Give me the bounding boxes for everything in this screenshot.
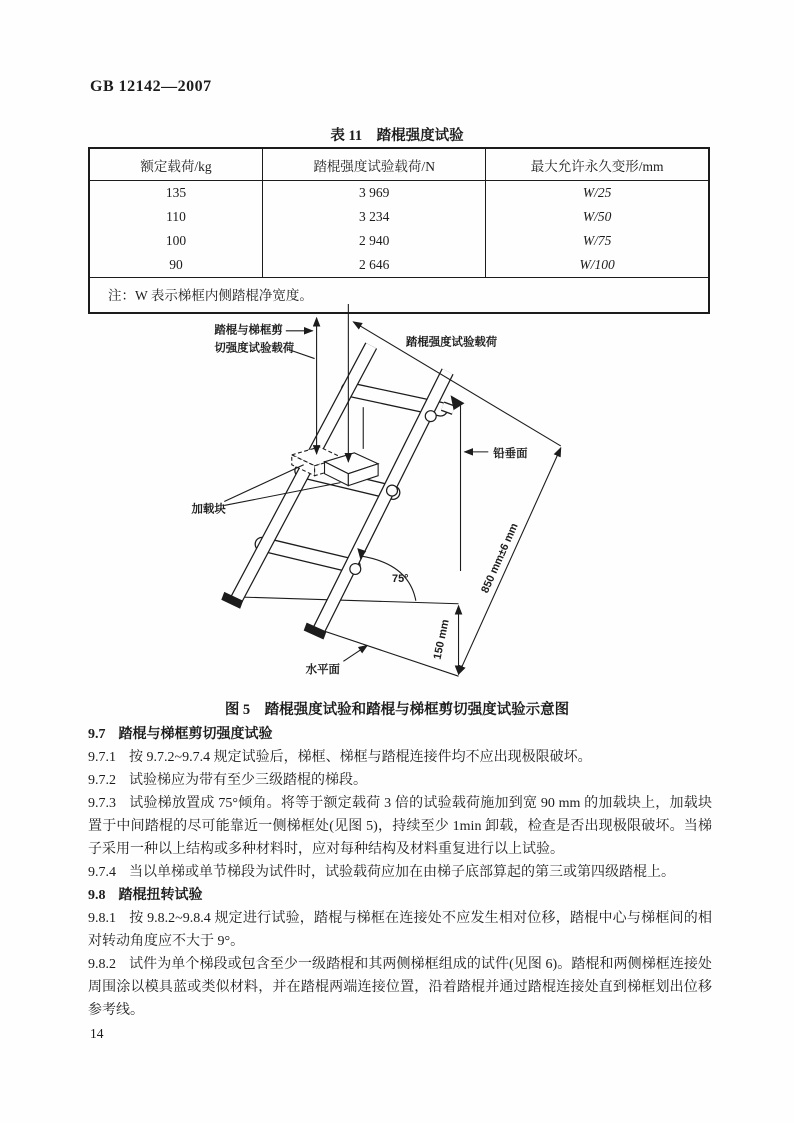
table-title: 表 11 踏棍强度试验 [330, 128, 464, 144]
col-header-max-deformation: 最大允许永久变形/mm [486, 148, 709, 181]
clause-9-8-2: 9.8.2 试件为单个梯段或包含至少一级踏棍和其两侧梯框组成的试件(见图 6)。踏棍和两侧梯框连接处周围涂以模具蓝或类似材料，并在踏棍两端连接位置，沿着踏棍并通过踏棍连接处直到梯框划出位移参考线。 [88, 957, 712, 1018]
standard-number: GB 12142—2007 [90, 78, 212, 95]
clause-9-7-4: 9.7.4 当以单梯或单节梯段为试件时，试验载荷应加在由梯子底部算起的第三或第四级踏棍上。 [88, 865, 675, 880]
cell-test-load: 2 940 [263, 229, 486, 253]
col-header-rated-load: 额定载荷/kg [89, 148, 263, 181]
clause-9-7-2: 9.7.2 试验梯应为带有至少三级踏棍的梯段。 [88, 773, 367, 788]
section-heading-9-8: 9.8 踏棍扭转试验 [88, 888, 203, 903]
rung-strength-table [88, 147, 710, 314]
table-row [89, 181, 709, 206]
table-row [89, 229, 709, 253]
cell-deformation: W/100 [486, 253, 709, 278]
vertical-plane-label: 铅垂面 [493, 447, 528, 460]
table-row [89, 205, 709, 229]
rung-load-label: 踏棍强度试验载荷 [405, 336, 498, 349]
loading-block-label: 加载块 [191, 503, 226, 516]
cell-deformation: W/50 [486, 205, 709, 229]
horizontal-plane-upper-line [231, 597, 458, 604]
ladder-rails [236, 346, 447, 631]
body-text [88, 723, 712, 1022]
cell-rated-load: 110 [166, 209, 186, 224]
dim-150-label: 150 mm [431, 618, 452, 661]
cell-deformation: W/25 [486, 181, 709, 206]
cell-rated-load: 90 [169, 257, 183, 272]
page-number: 14 [90, 1026, 104, 1041]
figure-5-diagram [183, 300, 607, 702]
cell-test-load: 2 646 [263, 253, 486, 278]
dim-850-line [459, 448, 561, 674]
cell-deformation: W/75 [486, 229, 709, 253]
clause-9-8-1: 9.8.1 按 9.8.2~9.8.4 规定进行试验，踏棍与梯框在连接处不应发生相对位移，踏棍中心与梯框间的相对转动角度应不大于 9°。 [88, 911, 712, 949]
cell-test-load: 3 234 [263, 205, 486, 229]
clause-9-7-3: 9.7.3 试验梯放置成 75°倾角。将等于额定载荷 3 倍的试验载荷施加到宽 90 mm 的加载块上，加载块置于中间踏棍的尽可能靠近一侧梯框处(见图 5)，持续至少 1min 卸载，检查是否出现极限破坏。当梯子采用一种以上结构或多种材料时，应对每种结构及材料重复进行以上试验。 [88, 796, 712, 857]
table-note: 注：W 表示梯框内侧踏棍净宽度。 [89, 278, 709, 314]
horizontal-plane-label: 水平面 [305, 664, 340, 677]
shear-load-label-line2: 切强度试验载荷 [214, 342, 295, 355]
ladder-test-diagram [183, 300, 607, 702]
figure-caption: 图 5 踏棍强度试验和踏棍与梯框剪切强度试验示意图 [224, 702, 570, 718]
dim-850-label: 850 mm±6 mm [479, 521, 521, 595]
table-header-row [89, 148, 709, 181]
cell-rated-load: 135 [165, 185, 187, 200]
horizontal-plane-label-arrow [343, 645, 367, 661]
angle-label: 75° [392, 572, 409, 585]
cell-test-load: 3 969 [263, 181, 486, 206]
col-header-test-load: 踏棍强度试验载荷/N [263, 148, 486, 181]
shear-load-label-line1: 踏棍与梯框剪 [214, 324, 283, 337]
cell-rated-load: 100 [165, 233, 187, 248]
table-row [89, 253, 709, 278]
clause-9-7-1: 9.7.1 按 9.7.2~9.7.4 规定试验后，梯框、梯框与踏棍连接件均不应出现极限破坏。 [88, 750, 592, 765]
section-heading-9-7: 9.7 踏棍与梯框剪切强度试验 [88, 727, 273, 742]
